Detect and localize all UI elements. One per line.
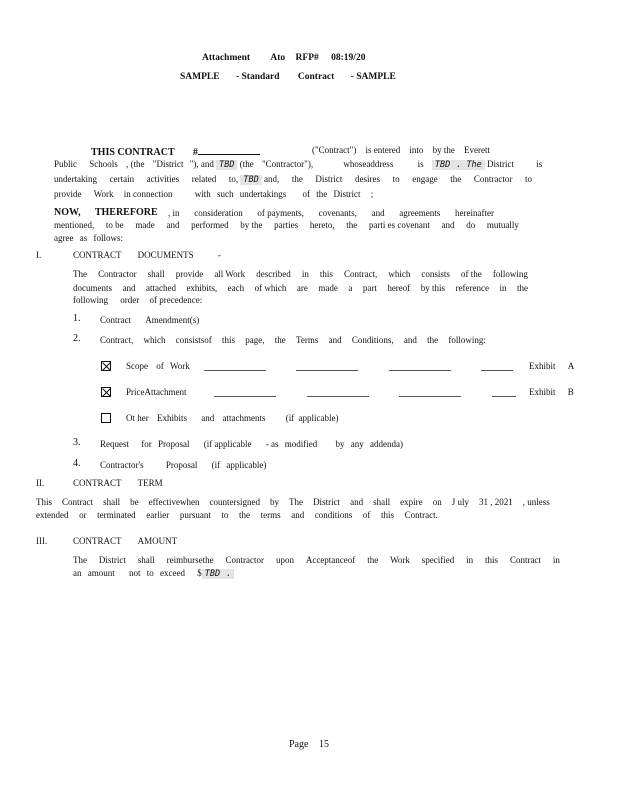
item-1-number: 1. xyxy=(73,313,81,324)
word: The xyxy=(73,555,87,565)
word: District xyxy=(313,497,341,507)
word: all Work xyxy=(214,269,246,279)
contractor-address-field[interactable]: TBD xyxy=(432,160,453,170)
word: Exhibits xyxy=(157,413,188,423)
word: or xyxy=(79,510,87,520)
word: activities xyxy=(146,174,180,184)
price-attachment-checkbox[interactable] xyxy=(101,387,111,397)
word: by this xyxy=(420,283,446,293)
word: of xyxy=(302,189,311,199)
word: each xyxy=(227,283,245,293)
header-line-2 xyxy=(180,72,396,82)
header-rfp-number: 08:19/20 xyxy=(331,53,366,63)
word: of precedence: xyxy=(149,295,203,305)
word: in xyxy=(499,283,507,293)
word: consists xyxy=(421,269,450,279)
intro-line-4 xyxy=(54,189,373,199)
word: to, xyxy=(228,174,239,184)
word: Contractor xyxy=(98,269,137,279)
word: is xyxy=(417,159,424,169)
header-ato: Ato xyxy=(270,53,286,63)
contract-number-blank xyxy=(198,145,260,155)
word: Contract xyxy=(100,315,131,325)
word: in xyxy=(552,555,560,565)
now-line-3 xyxy=(54,233,123,243)
word: of the xyxy=(461,269,482,279)
word: Work xyxy=(170,361,190,371)
word: $ xyxy=(197,568,202,578)
page-label: Page xyxy=(289,739,309,750)
word: this xyxy=(485,555,499,565)
word: Contractor xyxy=(473,174,513,184)
word: B xyxy=(567,387,574,397)
word: any xyxy=(350,439,364,449)
word: (the xyxy=(239,159,254,169)
word: reimbursethe xyxy=(166,555,214,565)
word: and xyxy=(441,220,455,230)
word: Exhibit xyxy=(529,387,556,397)
word: A xyxy=(567,361,575,371)
section-2-numeral: II. xyxy=(36,478,45,488)
word: CONTRACT xyxy=(73,478,122,488)
word: mutually xyxy=(486,220,519,230)
word: which xyxy=(388,269,411,279)
now-label: NOW, xyxy=(54,207,81,218)
word: Ot her xyxy=(126,413,149,423)
therefore-label: THEREFORE xyxy=(94,207,158,218)
blank-line xyxy=(492,396,516,397)
word: expire xyxy=(400,497,423,507)
item-2-number: 2. xyxy=(73,333,81,344)
word: and xyxy=(371,208,385,218)
word: as xyxy=(79,233,88,243)
page-footer xyxy=(289,739,329,750)
word: - as xyxy=(265,439,279,449)
word: a xyxy=(348,283,353,293)
word: undertaking xyxy=(54,174,97,184)
word: District xyxy=(315,174,343,184)
word: , (the xyxy=(126,159,145,169)
word: hereinafter xyxy=(454,208,494,218)
word: by xyxy=(335,439,345,449)
word: such xyxy=(217,189,234,199)
word: an xyxy=(73,568,82,578)
contract-amount-field[interactable]: TBD xyxy=(202,569,223,579)
word: and xyxy=(328,335,342,345)
word: provide xyxy=(54,189,82,199)
word: this xyxy=(319,269,333,279)
item-3-number: 3. xyxy=(73,437,81,448)
word: the xyxy=(316,189,328,199)
word: and, xyxy=(263,174,280,184)
item-2-text xyxy=(100,335,486,345)
word: Exhibit xyxy=(529,361,556,371)
scope-of-work-checkbox[interactable] xyxy=(101,361,111,371)
word: hereof xyxy=(387,283,411,293)
word: of payments, xyxy=(257,208,304,218)
word: Contract. xyxy=(404,510,438,520)
word: conditions xyxy=(314,510,353,520)
word: by xyxy=(270,497,279,507)
activities-field[interactable]: TBD xyxy=(240,175,261,185)
word: following xyxy=(492,269,528,279)
word: is entered xyxy=(365,145,401,155)
word: and xyxy=(350,497,364,507)
word: Contract xyxy=(509,555,541,565)
word: countersigned xyxy=(209,497,260,507)
item-1-text xyxy=(100,315,199,325)
word: Amendment(s) xyxy=(145,315,200,325)
word: Terms xyxy=(296,335,319,345)
word: mentioned, xyxy=(54,220,95,230)
word: in xyxy=(466,555,474,565)
word: J uly xyxy=(451,497,469,507)
word: attached xyxy=(145,283,176,293)
item-4-number: 4. xyxy=(73,458,81,469)
header-standard: - Standard xyxy=(235,72,280,82)
word: Contract xyxy=(62,497,94,507)
word: page, xyxy=(245,335,265,345)
word: part xyxy=(362,283,377,293)
contract-quote: ("Contract") xyxy=(312,145,357,155)
word: reference xyxy=(455,283,489,293)
section-3-line-2 xyxy=(73,568,234,579)
word: is xyxy=(536,159,543,169)
word: modified xyxy=(284,439,318,449)
word: performed xyxy=(191,220,229,230)
word: and xyxy=(166,220,180,230)
word: This xyxy=(36,497,53,507)
word: made xyxy=(318,283,338,293)
section-2-line-2 xyxy=(36,510,438,520)
word: on xyxy=(432,497,442,507)
word: described xyxy=(256,269,291,279)
this-contract-label: THIS CONTRACT xyxy=(91,147,175,158)
intro-line-2 xyxy=(54,159,543,170)
word: provide xyxy=(175,269,204,279)
blank-line xyxy=(481,370,513,371)
word: Contractor's xyxy=(100,460,144,470)
now-line-1 xyxy=(168,208,494,218)
word: into xyxy=(409,145,424,155)
word: terms xyxy=(260,510,281,520)
word: consistsof xyxy=(175,335,212,345)
contract-number-hash: # xyxy=(192,147,198,158)
word: the xyxy=(291,174,303,184)
word: Acceptanceof xyxy=(305,555,356,565)
word: and xyxy=(122,283,136,293)
word: AMOUNT xyxy=(137,536,178,546)
now-line-2 xyxy=(54,220,519,230)
word: engage xyxy=(412,174,438,184)
section-1-numeral: I. xyxy=(36,250,42,260)
intro-line-1-rest xyxy=(312,145,490,155)
word: do xyxy=(466,220,476,230)
word: parti es covenant xyxy=(368,220,430,230)
section-1-para-line-1 xyxy=(73,269,528,279)
word: specified xyxy=(421,555,455,565)
word: the xyxy=(367,555,379,565)
word: and xyxy=(403,335,417,345)
word: and xyxy=(291,510,305,520)
word: consideration xyxy=(194,208,243,218)
word: CONTRACT xyxy=(73,536,122,546)
word: Work xyxy=(390,555,410,565)
word: of xyxy=(156,361,164,371)
word: shall xyxy=(137,555,155,565)
other-exhibits-label xyxy=(126,413,338,423)
word: Contract, xyxy=(344,269,378,279)
word: ; xyxy=(370,189,374,199)
word: follows: xyxy=(93,233,123,243)
word: following: xyxy=(448,335,486,345)
header-sample-left: SAMPLE xyxy=(180,72,220,82)
blank-line xyxy=(307,396,369,397)
word: by the xyxy=(432,145,455,155)
intro-line-3 xyxy=(54,174,532,185)
section-1-para-line-3 xyxy=(73,295,202,305)
header-contract: Contract xyxy=(297,72,335,82)
word: addenda) xyxy=(369,439,403,449)
section-2-title xyxy=(73,478,163,488)
word: Contractor xyxy=(225,555,265,565)
word: shall xyxy=(103,497,121,507)
word: pursuant xyxy=(179,510,211,520)
word: certain xyxy=(109,174,135,184)
word: Conditions, xyxy=(351,335,394,345)
word: exceed xyxy=(160,568,186,578)
contractor-name-field[interactable]: TBD xyxy=(216,160,237,170)
word: Proposal xyxy=(165,460,198,470)
word: by the xyxy=(240,220,263,230)
word: District xyxy=(487,159,515,169)
word: to be xyxy=(105,220,124,230)
word: undertakings xyxy=(239,189,287,199)
section-1-title xyxy=(73,250,221,260)
word: DOCUMENTS xyxy=(137,250,194,260)
word: whoseaddress xyxy=(343,159,394,169)
section-2-line-1 xyxy=(36,497,550,507)
word: Schools xyxy=(89,159,118,169)
word: of which xyxy=(254,283,287,293)
word: not xyxy=(129,568,141,578)
word: attachments xyxy=(222,413,266,423)
word: , in xyxy=(168,208,180,218)
word: documents xyxy=(73,283,112,293)
word: and xyxy=(201,413,215,423)
exhibit-b-label xyxy=(529,387,574,397)
section-3-title xyxy=(73,536,177,546)
price-attachment-label: PriceAttachment xyxy=(126,387,187,397)
word: in xyxy=(301,269,309,279)
word: to xyxy=(146,568,154,578)
word: , unless xyxy=(522,497,550,507)
word: agreements xyxy=(399,208,441,218)
word: Request xyxy=(100,439,129,449)
word: covenants, xyxy=(318,208,357,218)
word: to xyxy=(524,174,532,184)
word: extended xyxy=(36,510,69,520)
word: District xyxy=(333,189,361,199)
word: are xyxy=(296,283,308,293)
word: the xyxy=(346,220,358,230)
word: amount xyxy=(87,568,115,578)
word: TERM xyxy=(137,478,163,488)
word: (if xyxy=(211,460,221,470)
word: applicable) xyxy=(226,460,267,470)
word: earlier xyxy=(146,510,170,520)
word: (if applicable xyxy=(203,439,252,449)
word: this xyxy=(222,335,236,345)
word: this xyxy=(381,510,395,520)
word: for xyxy=(141,439,152,449)
word: hereto, xyxy=(309,220,335,230)
word: the xyxy=(239,510,251,520)
header-line-1 xyxy=(202,53,365,63)
word: The xyxy=(289,497,304,507)
header-attachment: Attachment xyxy=(202,53,251,63)
intro-line-1 xyxy=(91,145,260,158)
word: following xyxy=(73,295,108,305)
word: (if xyxy=(285,413,295,423)
word: order xyxy=(120,295,140,305)
word: applicable) xyxy=(298,413,339,423)
word: to xyxy=(221,510,229,520)
page-number: 15 xyxy=(318,739,329,750)
section-3-line-1 xyxy=(73,555,560,565)
scope-of-work-label xyxy=(126,361,190,371)
word: Proposal xyxy=(158,439,190,449)
word: desires xyxy=(355,174,380,184)
item-4-text xyxy=(100,460,266,470)
blank-line xyxy=(214,396,276,397)
word: upon xyxy=(275,555,294,565)
word: shall xyxy=(147,269,165,279)
word: The xyxy=(73,269,87,279)
section-1-para-line-2 xyxy=(73,283,528,293)
section-3-numeral: III. xyxy=(36,536,48,546)
word: terminated xyxy=(97,510,136,520)
word: be xyxy=(130,497,139,507)
word: Contract, xyxy=(100,335,134,345)
word: "Contractor"), xyxy=(261,159,314,169)
word: . The xyxy=(453,160,485,170)
word: - xyxy=(217,250,221,260)
word: related xyxy=(191,174,217,184)
word: Public xyxy=(54,159,78,169)
blank-line xyxy=(399,396,461,397)
word: "District xyxy=(152,159,184,169)
word: with xyxy=(194,189,211,199)
word: CONTRACT xyxy=(73,250,122,260)
word: to xyxy=(392,174,400,184)
word: parties xyxy=(274,220,299,230)
word: "), and xyxy=(189,159,214,169)
exhibit-a-label xyxy=(529,361,574,371)
amount-period: . xyxy=(223,569,234,579)
other-exhibits-checkbox[interactable] xyxy=(101,413,111,423)
blank-line xyxy=(204,370,266,371)
word: Work xyxy=(93,189,114,199)
blank-line xyxy=(389,370,451,371)
word: the xyxy=(427,335,439,345)
word: agree xyxy=(54,233,74,243)
blank-line xyxy=(296,370,358,371)
word: the xyxy=(450,174,462,184)
header-sample-right: - SAMPLE xyxy=(350,72,396,82)
now-therefore-lead xyxy=(54,207,158,218)
word: the xyxy=(274,335,286,345)
word: effectivewhen xyxy=(148,497,200,507)
word: District xyxy=(98,555,126,565)
header-rfp: RFP# xyxy=(295,53,319,63)
word: Everett xyxy=(463,145,490,155)
word: in connection xyxy=(123,189,173,199)
word: the xyxy=(516,283,528,293)
word: which xyxy=(143,335,166,345)
word: 31 , 2021 xyxy=(479,497,513,507)
word: shall xyxy=(373,497,391,507)
word: made xyxy=(135,220,155,230)
word: of xyxy=(362,510,371,520)
word: Scope xyxy=(126,361,148,371)
item-3-text xyxy=(100,439,403,449)
word: exhibits, xyxy=(186,283,218,293)
